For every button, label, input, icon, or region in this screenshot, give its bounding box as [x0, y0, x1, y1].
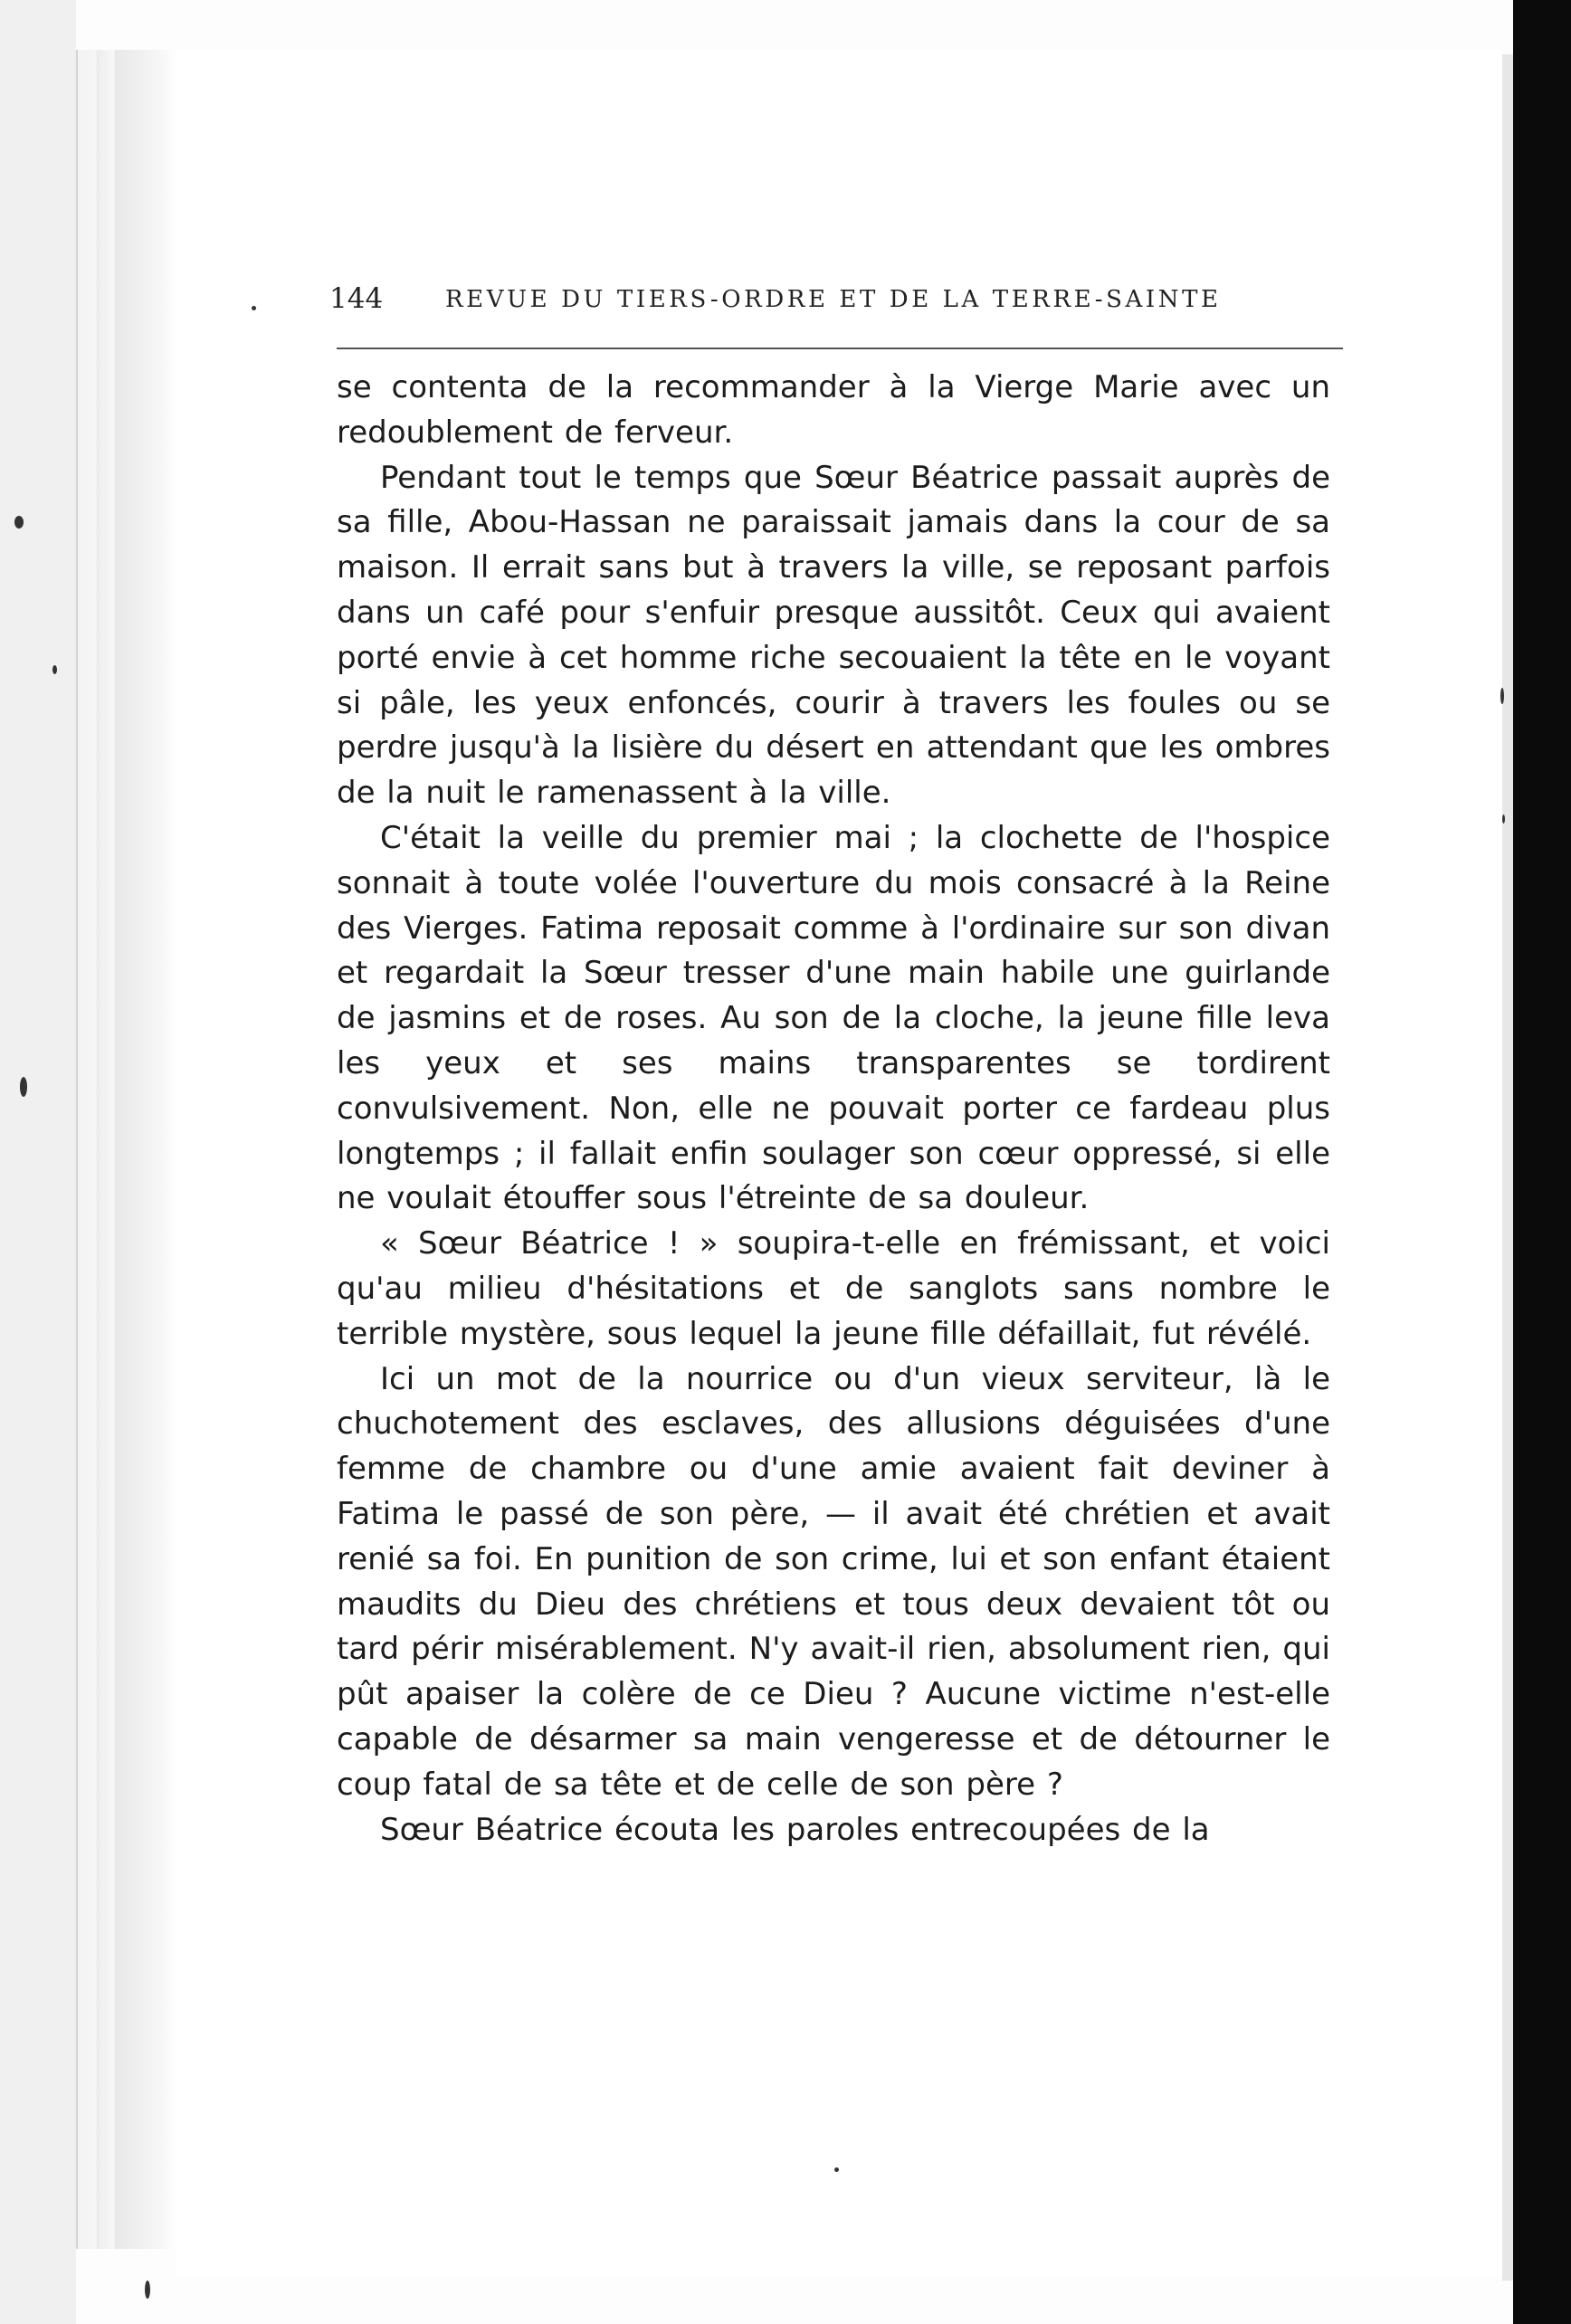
scan-speck — [14, 516, 24, 529]
running-header — [329, 279, 1271, 319]
scanner-margin-right — [1513, 0, 1571, 2324]
scanner-margin-left — [0, 0, 76, 2324]
scan-speck — [1500, 688, 1504, 704]
paragraph: « Sœur Béatrice ! » soupira-t-elle en frémissant, et voici qu'au milieu d'hésitations et de sanglots sans nombre le terrible mystère, sous lequel la jeune fille défaillait, fut révélé. — [337, 1225, 1330, 1352]
scan-speck — [252, 306, 256, 310]
scan-speck — [834, 2167, 839, 2172]
stacked-page-edges — [76, 50, 177, 2249]
scan-speck — [1502, 814, 1505, 824]
scan-speck — [52, 665, 57, 674]
running-title: REVUE DU TIERS-ORDRE ET DE LA TERRE-SAINTE — [445, 286, 1222, 313]
header-rule — [337, 348, 1343, 349]
scan-speck — [145, 2281, 150, 2299]
paragraph: Ici un mot de la nourrice ou d'un vieux serviteur, là le chuchotement des esclaves, des allusions déguisées d'une femme de chambre ou d'une amie avaient fait deviner à Fatima le passé de son père, — il avait été chrétien et avait renié sa foi. En punition de son crime, lui et son enfant étaient maudits du Dieu des chrétiens et tous deux devaient tôt ou tard périr misérablement. N'y avait-il rien, absolument rien, qui pût apaiser la colère de ce Dieu ? Aucune victime n'est-elle capable de désarmer sa main vengeresse et de détourner le coup fatal de sa tête et de celle de son père ? — [337, 1360, 1330, 1803]
scan-speck — [20, 1077, 27, 1097]
body-text — [337, 366, 1330, 1853]
paragraph: C'était la veille du premier mai ; la clochette de l'hospice sonnait à toute volée l'ouverture du mois consacré à la Reine des Vierges. Fatima reposait comme à l'ordinaire sur son divan et regardait la Sœur tresser d'une main habile une guirlande de jasmins et de roses. Au son de la cloche, la jeune fille leva les yeux et ses mains transparentes se tordirent convulsivement. Non, elle ne pouvait porter ce fardeau plus longtemps ; il fallait enfin soulager son cœur oppressé, si elle ne voulait étouffer sous l'étreinte de sa douleur. — [337, 819, 1330, 1217]
paragraph-continuation: se contenta de la recommander à la Vierge Marie avec un redoublement de ferveur. — [337, 369, 1330, 451]
page-gutter-edge — [1502, 54, 1513, 2281]
page-number: 144 — [329, 282, 384, 315]
paragraph-continued: Sœur Béatrice écouta les paroles entrecoupées de la — [380, 1811, 1210, 1848]
paragraph: Pendant tout le temps que Sœur Béatrice passait auprès de sa fille, Abou-Hassan ne paraissait jamais dans la cour de sa maison. Il errait sans but à travers la ville, se reposant parfois dans un café pour s'enfuir presque aussitôt. Ceux qui avaient porté envie à cet homme riche secouaient la tête en le voyant si pâle, les yeux enfoncés, courir à travers les foules ou se perdre jusqu'à la lisière du désert en attendant que les ombres de la nuit le ramenassent à la ville. — [337, 459, 1330, 812]
